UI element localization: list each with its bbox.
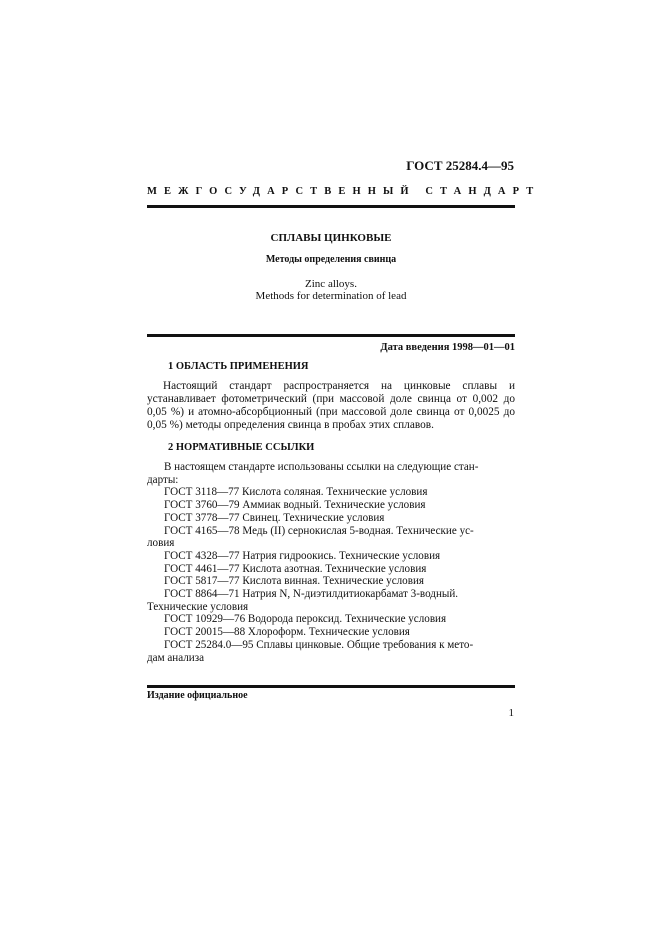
- reference-item: ГОСТ 10929—76 Водорода пероксид. Технические условия: [164, 613, 447, 626]
- official-edition-label: Издание официальное: [147, 690, 248, 701]
- page-number: 1: [508, 707, 514, 719]
- reference-item: ГОСТ 4461—77 Кислота азотная. Технические условия: [164, 562, 427, 575]
- gost-code: ГОСТ 25284.4—95: [406, 158, 514, 173]
- section-2-heading: 2 НОРМАТИВНЫЕ ССЫЛКИ: [168, 442, 315, 453]
- reference-item: ГОСТ 25284.0—95 Сплавы цинковые. Общие требования к мето-: [164, 638, 474, 651]
- english-title-line-1: Zinc alloys.: [305, 278, 357, 290]
- reference-item: ГОСТ 4165—78 Медь (II) сернокислая 5-водная. Технические ус-: [164, 524, 474, 537]
- effective-date: Дата введения 1998—01—01: [380, 342, 515, 353]
- document-title: СПЛАВЫ ЦИНКОВЫЕ: [270, 232, 392, 244]
- footer-rule: [147, 685, 515, 688]
- reference-item-continuation: Технические условия: [147, 600, 249, 613]
- english-title: [147, 278, 515, 302]
- reference-item: ГОСТ 5817—77 Кислота винная. Технические условия: [164, 575, 424, 588]
- reference-item-continuation: ловия: [147, 537, 175, 550]
- section-1-heading: 1 ОБЛАСТЬ ПРИМЕНЕНИЯ: [168, 361, 309, 372]
- interstate-standard-label: МЕЖГОСУДАРСТВЕННЫЙ СТАНДАРТ: [147, 186, 541, 197]
- reference-item: ГОСТ 20015—88 Хлороформ. Технические условия: [164, 626, 410, 639]
- reference-item: ГОСТ 8864—71 Натрия N, N-диэтилдитиокарбамат 3-водный.: [164, 588, 459, 601]
- document-subtitle: Методы определения свинца: [265, 254, 397, 265]
- section-2-references: [147, 461, 515, 664]
- reference-item: ГОСТ 3760—79 Аммиак водный. Технические условия: [164, 499, 426, 512]
- reference-item: ГОСТ 4328—77 Натрия гидроокись. Технические условия: [164, 549, 441, 562]
- reference-item: ГОСТ 3118—77 Кислота соляная. Технические условия: [164, 486, 428, 499]
- title-rule: [147, 334, 515, 337]
- reference-intro-line: В настоящем стандарте использованы ссылки на следующие стан-: [164, 461, 479, 473]
- reference-item: ГОСТ 3778—77 Свинец. Технические условия: [164, 511, 385, 524]
- header-rule: [147, 205, 515, 208]
- english-title-line-2: Methods for determination of lead: [255, 290, 407, 302]
- reference-item-continuation: дам анализа: [147, 651, 205, 664]
- section-1-paragraph: Настоящий стандарт распространяется на цинковые сплавы и устанавливает фотометрический (при массовой доле свинца от 0,002 до 0,05 %) и атомно-абсорбционный (при массовой доле свинца от 0,0025 до 0,05 %) методы определения свинца в пробах этих сплавов.: [147, 380, 515, 431]
- reference-intro-continuation: дарты:: [147, 473, 179, 486]
- section-1-text: [147, 380, 515, 432]
